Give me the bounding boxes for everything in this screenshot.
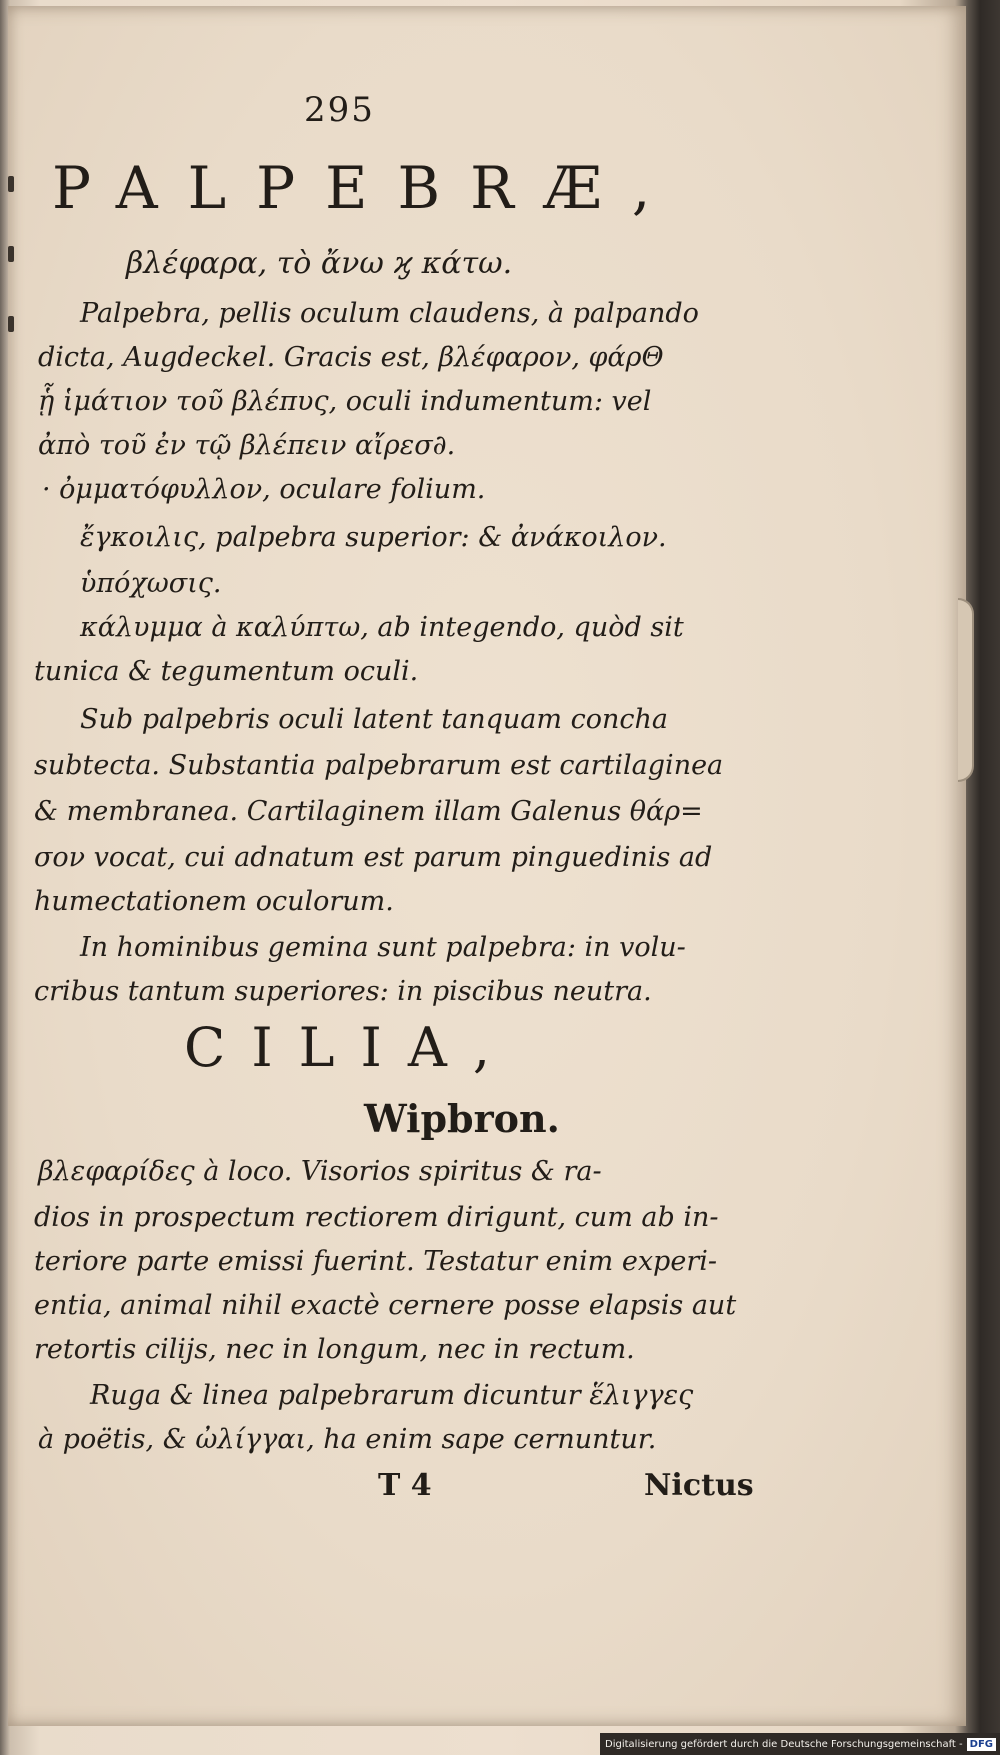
text-line: · ὀμματόφυλλον, oculare folium.	[42, 474, 486, 505]
text-line: ἔγκοιλις, palpebra superior: & ἀνάκοιλον.	[80, 522, 667, 553]
text-line: & membranea. Cartilaginem illam Galenus θάρ=	[34, 796, 703, 827]
text-line: ἀπὸ τοῦ ἐν τῷ βλέπειν αἴρεσ∂.	[38, 430, 456, 461]
cilia-subtitle: Wipbron.	[364, 1096, 560, 1141]
text-line: entia, animal nihil exactè cernere posse elapsis aut	[34, 1290, 737, 1321]
section-heading-palpebrae: PALPEBRÆ,	[52, 154, 681, 222]
text-line: retortis cilijs, nec in longum, nec in rectum.	[34, 1334, 635, 1365]
text-line: tunica & tegumentum oculi.	[34, 656, 419, 687]
text-line: κάλυμμα à καλύπτω, ab integendo, quòd sit	[80, 612, 684, 643]
funding-banner	[600, 1733, 1000, 1755]
text-line: ὑπόχωσις.	[80, 568, 222, 599]
text-line: teriore parte emissi fuerint. Testatur enim experi-	[34, 1246, 717, 1277]
greek-subtitle: βλέφαρα, τὸ ἄνω ϗ κάτω.	[126, 246, 513, 281]
text-line: In hominibus gemina sunt palpebra: in volu-	[80, 932, 686, 963]
text-line: cribus tantum superiores: in piscibus neutra.	[34, 976, 652, 1007]
text-line: dicta, Augdeckel. Gracis est, βλέφαρον, φάρΘ	[38, 342, 664, 373]
text-line: Palpebra, pellis oculum claudens, à palpando	[80, 298, 699, 329]
signature-mark: T 4	[378, 1468, 432, 1503]
text-line: humectationem oculorum.	[34, 886, 394, 917]
section-heading-cilia: CILIA,	[184, 1016, 517, 1079]
text-line: dios in prospectum rectiorem dirigunt, cum ab in-	[34, 1202, 719, 1233]
text-line: βλεφαρίδες à loco. Visorios spiritus & ra-	[38, 1156, 602, 1187]
text-line: ᾗ ἱμάτιον τοῦ βλέπυς, oculi indumentum: vel	[38, 386, 652, 417]
page-tab-edge	[958, 598, 974, 782]
text-line: à poëtis, & ὠλίγγαι, ha enim sape cernuntur.	[38, 1424, 657, 1455]
page-number: 295	[304, 90, 375, 130]
text-line: σον vocat, cui adnatum est parum pinguedinis ad	[34, 842, 713, 873]
book-page	[8, 6, 966, 1726]
text-line: Sub palpebris oculi latent tanquam concha	[80, 704, 668, 735]
text-line: subtecta. Substantia palpebrarum est cartilaginea	[34, 750, 724, 781]
dfg-logo: DFG	[967, 1738, 996, 1751]
left-margin-marks	[8, 166, 16, 366]
text-line: Ruga & linea palpebrarum dicuntur ἕλιγγες	[90, 1380, 694, 1411]
catchword: Nictus	[644, 1468, 754, 1503]
banner-text: Digitalisierung gefördert durch die Deutsche Forschungsgemeinschaft -	[605, 1738, 963, 1750]
